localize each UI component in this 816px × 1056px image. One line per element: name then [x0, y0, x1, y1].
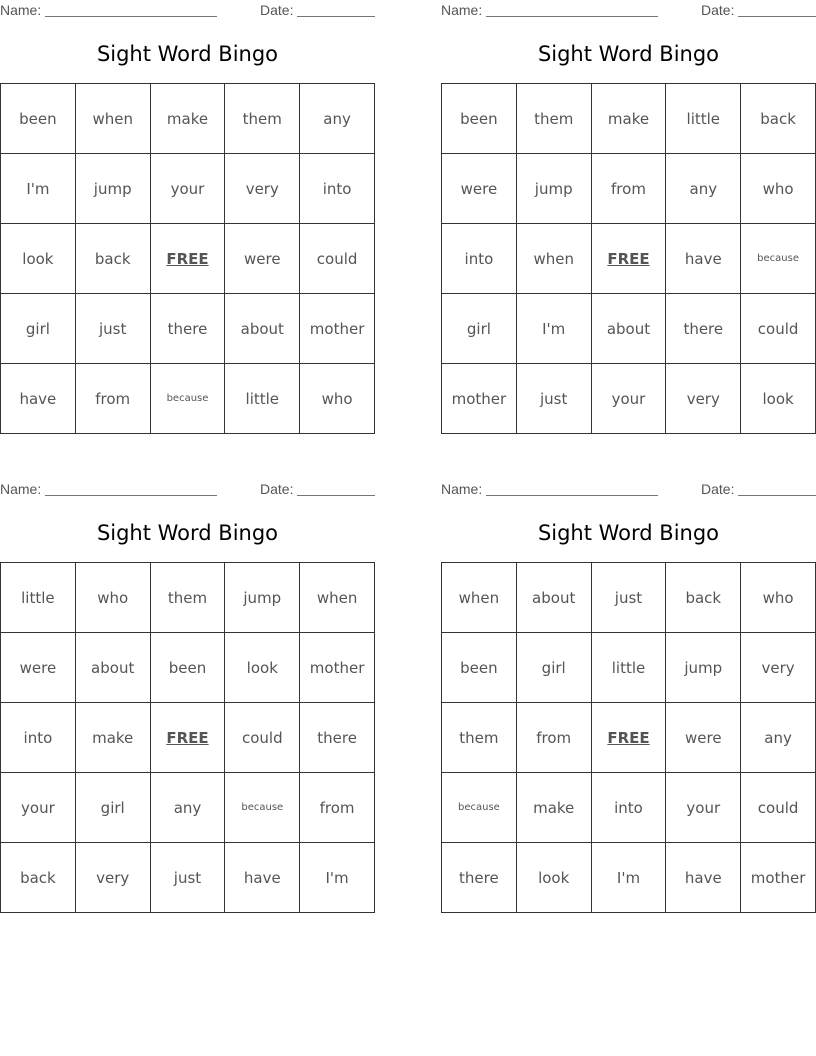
bingo-cell: could — [741, 773, 816, 843]
bingo-cell: I'm — [516, 294, 591, 364]
bingo-cell: could — [300, 224, 375, 294]
bingo-row — [1, 364, 375, 434]
bingo-cell: who — [741, 154, 816, 224]
bingo-row — [442, 703, 816, 773]
bingo-cell: been — [150, 633, 225, 703]
bingo-cell: from — [516, 703, 591, 773]
bingo-cell: from — [300, 773, 375, 843]
bingo-cell: any — [300, 84, 375, 154]
bingo-row — [1, 563, 375, 633]
bingo-cell: I'm — [591, 843, 666, 913]
bingo-cell: because — [150, 364, 225, 434]
bingo-cell: mother — [442, 364, 517, 434]
bingo-cell: when — [516, 224, 591, 294]
bingo-cell: girl — [1, 294, 76, 364]
bingo-cell: any — [741, 703, 816, 773]
bingo-cell: about — [516, 563, 591, 633]
card-title: Sight Word Bingo — [537, 521, 720, 545]
date-label: Date: — [260, 2, 294, 18]
bingo-cell: because — [741, 224, 816, 294]
bingo-cell: back — [741, 84, 816, 154]
bingo-cell: make — [591, 84, 666, 154]
card-header — [0, 2, 375, 20]
free-space: FREE — [150, 224, 225, 294]
name-line — [45, 495, 217, 496]
bingo-cell: I'm — [1, 154, 76, 224]
name-label: Name: — [441, 2, 483, 18]
bingo-cell: when — [442, 563, 517, 633]
bingo-row — [1, 703, 375, 773]
bingo-cell: from — [75, 364, 150, 434]
bingo-cell: girl — [516, 633, 591, 703]
card-header — [441, 2, 816, 20]
bingo-cell: little — [225, 364, 300, 434]
bingo-grid — [441, 562, 816, 913]
bingo-cell: there — [666, 294, 741, 364]
bingo-row — [1, 294, 375, 364]
bingo-cell: very — [741, 633, 816, 703]
bingo-cell: were — [666, 703, 741, 773]
date-label: Date: — [701, 481, 735, 497]
bingo-cell: about — [225, 294, 300, 364]
bingo-cell: mother — [300, 633, 375, 703]
bingo-cell: girl — [442, 294, 517, 364]
bingo-cell: jump — [75, 154, 150, 224]
bingo-cell: there — [300, 703, 375, 773]
bingo-row — [442, 154, 816, 224]
bingo-cell: were — [225, 224, 300, 294]
bingo-cell: any — [150, 773, 225, 843]
bingo-cell: your — [150, 154, 225, 224]
name-line — [45, 16, 217, 17]
bingo-cell: have — [225, 843, 300, 913]
bingo-cell: little — [591, 633, 666, 703]
bingo-cell: them — [225, 84, 300, 154]
bingo-cell: who — [75, 563, 150, 633]
card-title: Sight Word Bingo — [96, 521, 279, 545]
bingo-row — [1, 154, 375, 224]
date-line — [738, 495, 816, 496]
bingo-grid — [441, 83, 816, 434]
bingo-cell: into — [442, 224, 517, 294]
bingo-cell: look — [225, 633, 300, 703]
bingo-cell: back — [1, 843, 76, 913]
bingo-cell: very — [666, 364, 741, 434]
bingo-cell: back — [666, 563, 741, 633]
bingo-cell: your — [1, 773, 76, 843]
bingo-cell: just — [75, 294, 150, 364]
bingo-cell: make — [150, 84, 225, 154]
bingo-row — [1, 843, 375, 913]
bingo-cell: about — [591, 294, 666, 364]
bingo-cell: girl — [75, 773, 150, 843]
bingo-grid — [0, 562, 375, 913]
bingo-row — [1, 84, 375, 154]
bingo-row — [442, 773, 816, 843]
bingo-cell: them — [150, 563, 225, 633]
bingo-cell: have — [1, 364, 76, 434]
bingo-cell: very — [75, 843, 150, 913]
bingo-cell: when — [75, 84, 150, 154]
bingo-cell: there — [442, 843, 517, 913]
bingo-cell: about — [75, 633, 150, 703]
bingo-cell: could — [225, 703, 300, 773]
card-title: Sight Word Bingo — [96, 42, 279, 66]
bingo-cell: very — [225, 154, 300, 224]
bingo-cell: look — [1, 224, 76, 294]
bingo-cell: have — [666, 843, 741, 913]
bingo-cell: been — [442, 84, 517, 154]
bingo-cell: them — [442, 703, 517, 773]
bingo-cell: because — [225, 773, 300, 843]
bingo-cell: because — [442, 773, 517, 843]
bingo-cell: been — [442, 633, 517, 703]
bingo-cell: jump — [666, 633, 741, 703]
bingo-row — [1, 224, 375, 294]
bingo-cell: who — [741, 563, 816, 633]
bingo-cell: mother — [300, 294, 375, 364]
name-line — [486, 495, 658, 496]
free-space: FREE — [591, 224, 666, 294]
bingo-row — [442, 294, 816, 364]
bingo-row — [1, 773, 375, 843]
bingo-row — [442, 364, 816, 434]
bingo-cell: were — [442, 154, 517, 224]
bingo-cell: just — [516, 364, 591, 434]
bingo-row — [442, 563, 816, 633]
bingo-cell: when — [300, 563, 375, 633]
bingo-cell: them — [516, 84, 591, 154]
bingo-cell: mother — [741, 843, 816, 913]
name-label: Name: — [441, 481, 483, 497]
bingo-row — [442, 633, 816, 703]
bingo-cell: into — [1, 703, 76, 773]
free-space: FREE — [591, 703, 666, 773]
bingo-cell: your — [591, 364, 666, 434]
bingo-cell: little — [666, 84, 741, 154]
date-line — [297, 16, 375, 17]
bingo-cell: look — [741, 364, 816, 434]
name-label: Name: — [0, 481, 42, 497]
bingo-cell: just — [591, 563, 666, 633]
bingo-cell: look — [516, 843, 591, 913]
bingo-row — [442, 843, 816, 913]
name-label: Name: — [0, 2, 42, 18]
bingo-row — [442, 224, 816, 294]
bingo-cell: I'm — [300, 843, 375, 913]
bingo-cell: into — [591, 773, 666, 843]
date-line — [738, 16, 816, 17]
card-header — [0, 481, 375, 499]
name-line — [486, 16, 658, 17]
free-space: FREE — [150, 703, 225, 773]
date-label: Date: — [260, 481, 294, 497]
card-title: Sight Word Bingo — [537, 42, 720, 66]
bingo-grid — [0, 83, 375, 434]
bingo-cell: were — [1, 633, 76, 703]
bingo-cell: make — [75, 703, 150, 773]
bingo-cell: who — [300, 364, 375, 434]
card-header — [441, 481, 816, 499]
bingo-cell: into — [300, 154, 375, 224]
date-label: Date: — [701, 2, 735, 18]
bingo-cell: little — [1, 563, 76, 633]
bingo-cell: have — [666, 224, 741, 294]
bingo-cell: any — [666, 154, 741, 224]
bingo-cell: from — [591, 154, 666, 224]
bingo-cell: jump — [225, 563, 300, 633]
bingo-cell: back — [75, 224, 150, 294]
bingo-cell: been — [1, 84, 76, 154]
bingo-row — [442, 84, 816, 154]
date-line — [297, 495, 375, 496]
bingo-row — [1, 633, 375, 703]
bingo-cell: just — [150, 843, 225, 913]
bingo-cell: your — [666, 773, 741, 843]
bingo-cell: could — [741, 294, 816, 364]
bingo-cell: make — [516, 773, 591, 843]
bingo-cell: jump — [516, 154, 591, 224]
bingo-cell: there — [150, 294, 225, 364]
